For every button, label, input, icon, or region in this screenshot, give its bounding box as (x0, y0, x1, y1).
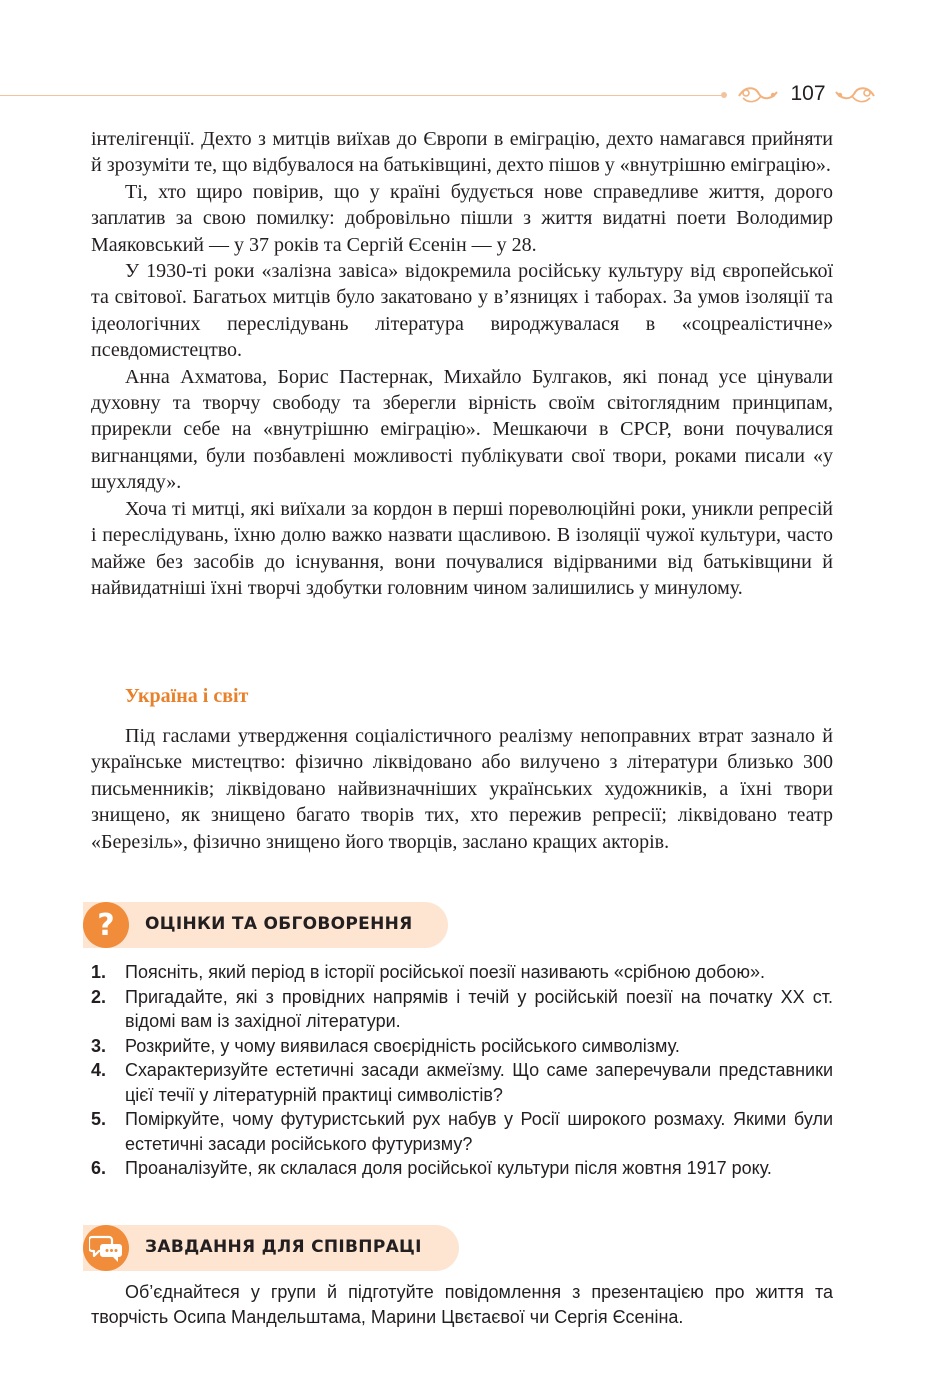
question-text: Схарактеризуйте естетичні засади акмеїзму. Що саме заперечували представники цієї течії у літературній практиці символістів? (125, 1060, 833, 1105)
question-text: Розкрийте, у чому виявилася своєрідність російського символізму. (125, 1035, 680, 1056)
chat-bubbles-icon (83, 1225, 129, 1271)
cooperation-text: Об’єднайтеся у групи й підготуйте повідомлення з презентацією про життя та творчість Осипа Мандельштама, Марини Цвєтаєвої чи Сергія Єсеніна. (91, 1282, 833, 1327)
question-text: Проаналізуйте, як склалася доля російської культури після жовтня 1917 року. (125, 1158, 772, 1178)
assessment-title: ОЦІНКИ ТА ОБГОВОРЕННЯ (145, 914, 413, 934)
question-item (91, 1156, 833, 1181)
question-item (91, 1034, 833, 1059)
body-paragraph: Анна Ахматова, Борис Пастернак, Михайло Булгаков, які понад усе цінували духовну та творчу свободу та зберегли вірність своїм світоглядним принципам, прирекли себе на «внутрішню еміграцію». Мешкаючи в СРСР, вони почувалися вигнанцями, були позбавлені можливості публікувати свої твори, роками писали «у шухляду». (91, 365, 833, 494)
question-number: 2. (91, 986, 107, 1007)
question-item (91, 985, 833, 1034)
question-text: Пригадайте, які з провідних напрямів і течій у російській поезії на початку ХХ ст. відомі вам із західної літератури. (125, 986, 833, 1031)
question-mark-icon (83, 902, 129, 948)
question-number: 5. (91, 1109, 107, 1129)
body-paragraph: Хоча ті митці, які виїхали за кордон в перші пореволюційні роки, уникли репресій і переслідувань, їхню долю важко назвати щасливою. В ізоляції чужої культури, часто майже без засобів до існування, вони почувалися відірваними від батьківщини й найвидатніші їхні творчі здобутки головним чином залишились у минулому. (91, 497, 833, 599)
cooperation-banner (83, 1225, 459, 1271)
question-item (91, 1058, 833, 1107)
question-number: 3. (91, 1035, 107, 1056)
body-text (91, 126, 833, 601)
body-paragraph: У 1930-ті роки «залізна завіса» відокремила російську культуру від європейської та світової. Багатьох митців було закатовано у в’язницях і таборах. За умов ізоляції та ідеологічних переслідувань література вироджувалася в «соцреалістичне» псевдомистецтво. (91, 260, 833, 362)
section-body (91, 723, 833, 855)
section-heading: Україна і світ (125, 685, 249, 707)
cooperation-title: ЗАВДАННЯ ДЛЯ СПІВПРАЦІ (145, 1237, 422, 1257)
question-number: 6. (91, 1158, 107, 1178)
ornament-left-icon (737, 84, 781, 104)
header-rule-dot (721, 92, 727, 98)
header-rule (0, 95, 724, 96)
chat-bubbles-svg (89, 1233, 123, 1263)
question-text: Поясніть, який період в історії російської поезії називають «срібною добою». (125, 962, 765, 982)
section-paragraph: Під гаслами утвердження соціалістичного реалізму непоправних втрат зазнало й українське мистецтво: фізично ліквідовано або вилучено з літератури близько 300 письменників; ліквідовано найвизначніших українських художників, а їхні твори знищено, як знищено багато творів тих, хто пережив репресії; ліквідовано театр «Березіль», фізично знищено його творців, заслано кращих акторів. (91, 725, 833, 853)
question-number: 1. (91, 962, 107, 982)
question-item (91, 960, 833, 985)
body-paragraph: інтелігенції. Дехто з митців виїхав до Європи в еміграцію, дехто намагався прийняти й зрозуміти те, що відбувалося на батьківщині, дехто пішов у «внутрішню еміграцію». (91, 128, 833, 177)
assessment-banner (83, 902, 448, 948)
body-paragraph: Ті, хто щиро повірив, що у країні будується нове справедливе життя, дорого заплатив за свою помилку: добровільно пішли з життя видатні поети Володимир Маяковський — у 37 років та Сергій Єсенін — у 28. (91, 180, 833, 256)
question-text: Поміркуйте, чому футуристський рух набув у Росії широкого розмаху. Якими були естетичні засади російського футуризму? (125, 1109, 833, 1154)
ornament-right-icon (830, 84, 876, 104)
question-number: 4. (91, 1060, 107, 1080)
page-number: 107 (790, 82, 826, 105)
question-mark-glyph: ? (97, 907, 115, 943)
question-item (91, 1107, 833, 1156)
question-list (91, 960, 833, 1181)
